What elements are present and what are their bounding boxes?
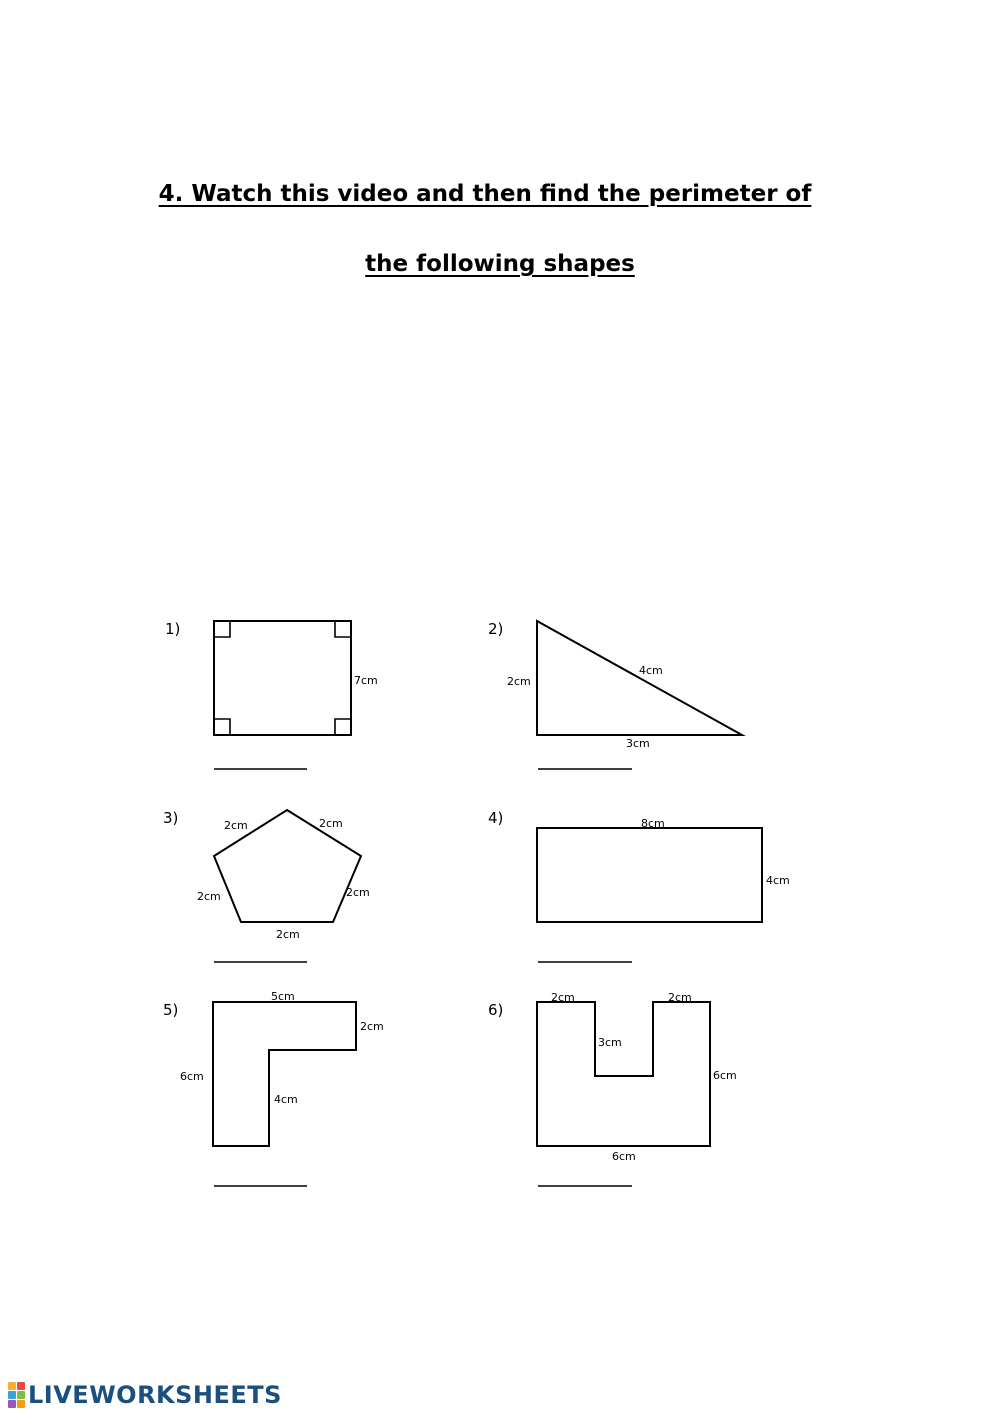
brand-name: LIVEWORKSHEETS [28, 1381, 282, 1409]
logo-square [17, 1400, 25, 1408]
side-label: 6cm [713, 1069, 737, 1082]
side-label: 6cm [612, 1150, 636, 1163]
square-shape [214, 621, 351, 735]
side-label: 5cm [271, 990, 295, 1003]
logo-square [8, 1382, 16, 1390]
liveworksheets-logo-icon [8, 1382, 25, 1408]
heading-line-1: 4. Watch this video and then find the perimeter of [158, 181, 812, 207]
side-label: 6cm [180, 1070, 204, 1083]
side-label: 3cm [598, 1036, 622, 1049]
problem-number: 5) [163, 1001, 179, 1019]
side-label: 4cm [274, 1093, 298, 1106]
problem-number: 6) [488, 1001, 504, 1019]
side-label: 7cm [354, 674, 378, 687]
side-label: 2cm [551, 991, 575, 1004]
side-label: 4cm [639, 664, 663, 677]
problem-1 [165, 620, 378, 769]
problem-4 [488, 809, 790, 962]
side-label: 2cm [319, 817, 343, 830]
side-label: 2cm [346, 886, 370, 899]
problem-number: 4) [488, 809, 504, 827]
footer-branding [8, 1380, 282, 1410]
side-label: 2cm [276, 928, 300, 941]
side-label: 8cm [641, 817, 665, 830]
logo-square [17, 1382, 25, 1390]
problem-number: 2) [488, 620, 504, 638]
problem-5 [163, 990, 384, 1186]
side-label: 4cm [766, 874, 790, 887]
triangle-shape [537, 621, 742, 735]
logo-square [17, 1391, 25, 1399]
side-label: 2cm [224, 819, 248, 832]
l-shape [213, 1002, 356, 1146]
logo-square [8, 1391, 16, 1399]
heading-line-2: the following shapes [365, 251, 635, 277]
side-label: 2cm [360, 1020, 384, 1033]
problem-6 [488, 991, 737, 1186]
side-label: 2cm [668, 991, 692, 1004]
problem-number: 1) [165, 620, 181, 638]
problem-3 [163, 809, 370, 962]
right-angle-markers [214, 621, 351, 735]
side-label: 2cm [507, 675, 531, 688]
problem-number: 3) [163, 809, 179, 827]
side-label: 2cm [197, 890, 221, 903]
problem-2 [488, 620, 742, 769]
rectangle-shape [537, 828, 762, 922]
logo-square [8, 1400, 16, 1408]
u-shape [537, 1002, 710, 1146]
side-label: 3cm [626, 737, 650, 750]
